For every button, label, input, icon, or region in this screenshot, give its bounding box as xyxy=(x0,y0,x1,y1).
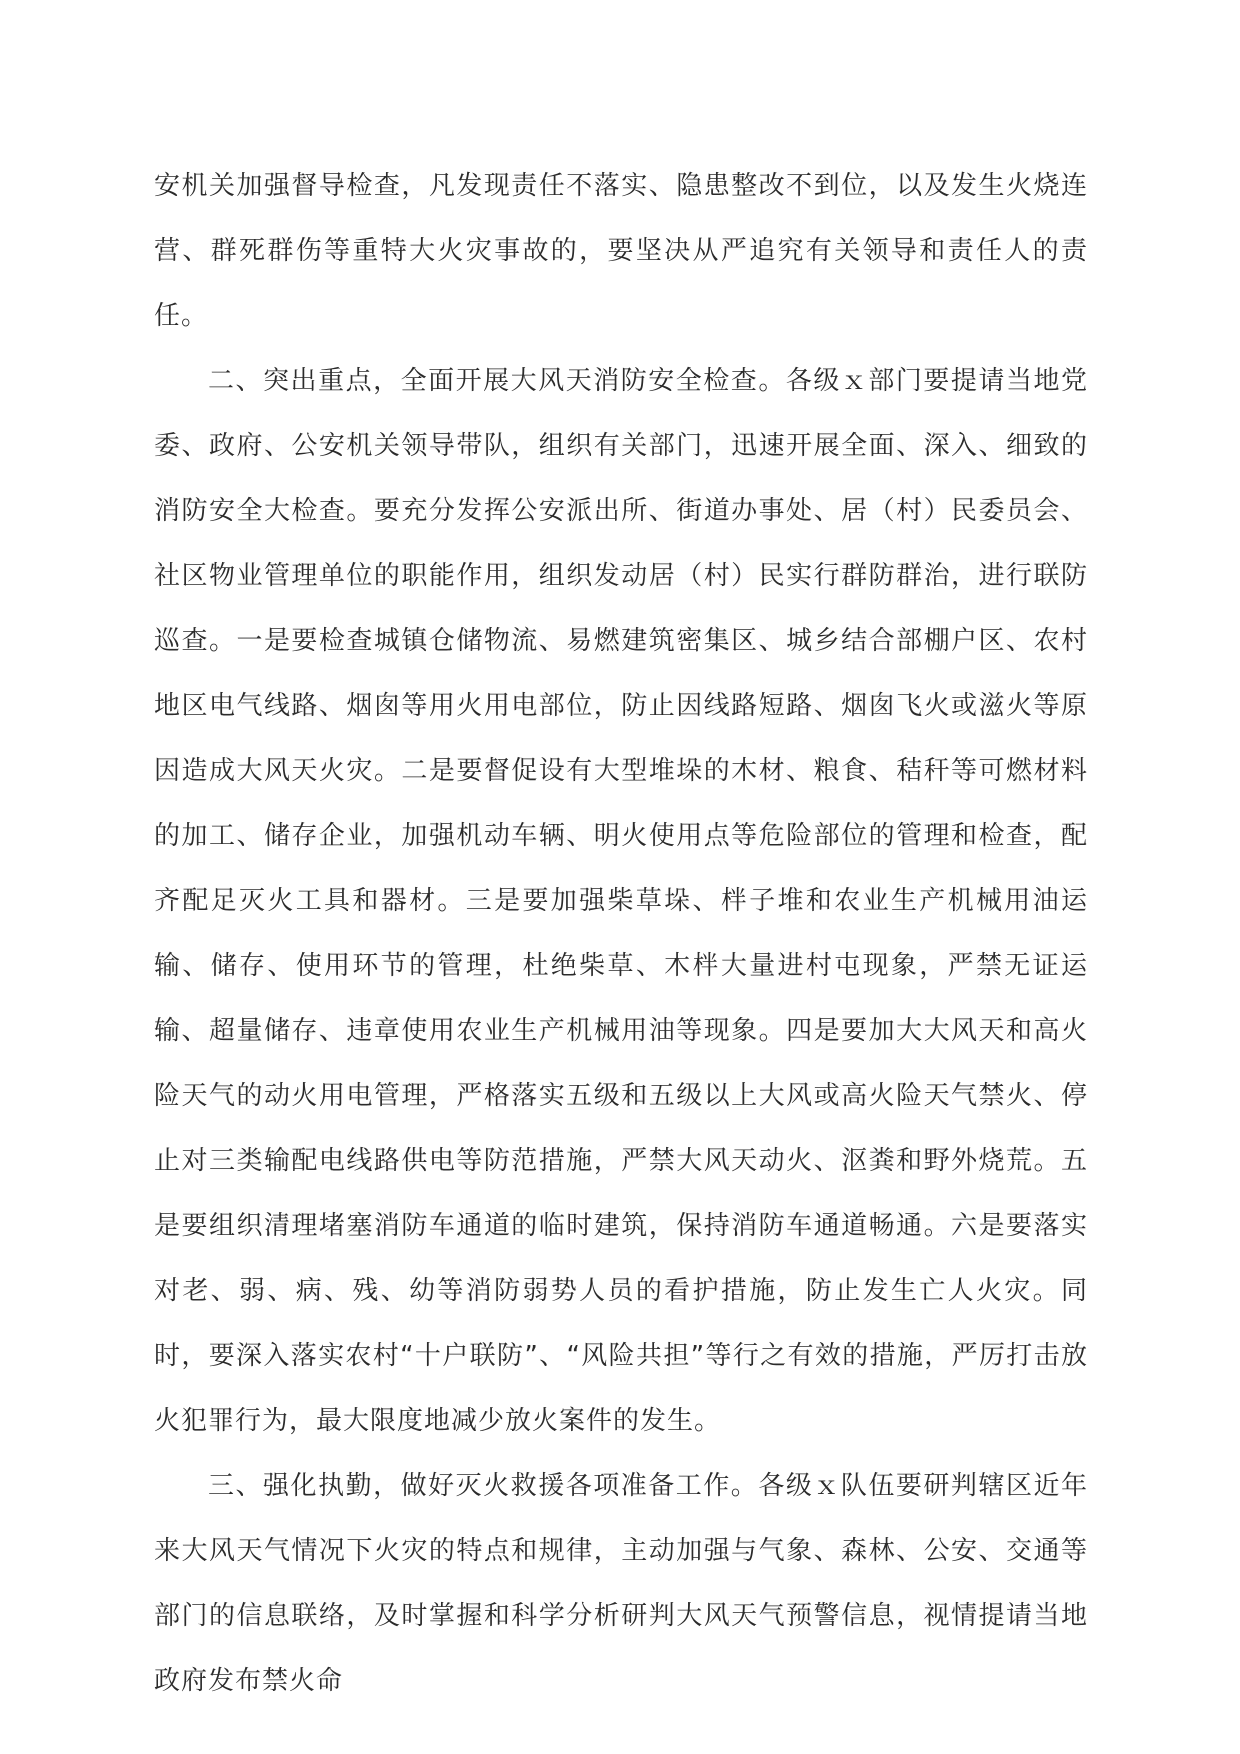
paragraph-section-three: 三、强化执勤，做好灭火救援各项准备工作。各级ｘ队伍要研判辖区近年来大风天气情况下火灾的特点和规律，主动加强与气象、森林、公安、交通等部门的信息联络，及时掌握和科学分析研判大风天气预警信息，视情提请当地政府发布禁火命 xyxy=(154,1471,1088,1696)
paragraph-continuation: 安机关加强督导检查，凡发现责任不落实、隐患整改不到位，以及发生火烧连营、群死群伤等重特大火灾事故的，要坚决从严追究有关领导和责任人的责任。 xyxy=(154,171,1088,331)
document-body xyxy=(154,154,1088,1714)
paragraph-section-two: 二、突出重点，全面开展大风天消防安全检查。各级ｘ部门要提请当地党委、政府、公安机关领导带队，组织有关部门，迅速开展全面、深入、细致的消防安全大检查。要充分发挥公安派出所、街道办事处、居（村）民委员会、社区物业管理单位的职能作用，组织发动居（村）民实行群防群治，进行联防巡查。一是要检查城镇仓储物流、易燃建筑密集区、城乡结合部棚户区、农村地区电气线路、烟囱等用火用电部位，防止因线路短路、烟囱飞火或滋火等原因造成大风天火灾。二是要督促设有大型堆垛的木材、粮食、秸秆等可燃材料的加工、储存企业，加强机动车辆、明火使用点等危险部位的管理和检查，配齐配足灭火工具和器材。三是要加强柴草垛、柈子堆和农业生产机械用油运输、储存、使用环节的管理，杜绝柴草、木柈大量进村屯现象，严禁无证运输、超量储存、违章使用农业生产机械用油等现象。四是要加大大风天和高火险天气的动火用电管理，严格落实五级和五级以上大风或高火险天气禁火、停止对三类输配电线路供电等防范措施，严禁大风天动火、沤粪和野外烧荒。五是要组织清理堵塞消防车通道的临时建筑，保持消防车通道畅通。六是要落实对老、弱、病、残、幼等消防弱势人员的看护措施，防止发生亡人火灾。同时，要深入落实农村“十户联防”、“风险共担”等行之有效的措施，严厉打击放火犯罪行为，最大限度地减少放火案件的发生。 xyxy=(154,366,1088,1436)
